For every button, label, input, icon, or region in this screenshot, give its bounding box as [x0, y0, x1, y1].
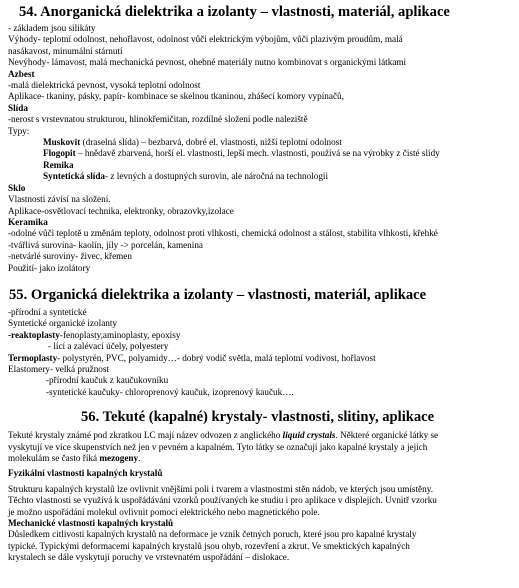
text-line: -nerost s vrstevnatou strukturou, hlinokřemičitan, rozdílné složení podle naleziště — [8, 114, 308, 125]
list-item — [8, 171, 514, 182]
text-line: Vlastnosti závisí na složení. — [8, 194, 111, 205]
text-line: Aplikace- tkaniny, pásky, papír- kombinace se skelnou tkaninou, zhášecí komory vypínačů, — [8, 91, 344, 102]
text-line: Nevýhody- lámavost, malá mechanická pevnost, ohebné materiály nutno kombinovat s organickými látkami — [8, 57, 407, 68]
subheading-mechanicke: Mechanické vlastnosti kapalných krystalů — [8, 518, 174, 529]
text-line: -netvárlé suroviny- živec, křemen — [8, 251, 132, 262]
text-line: Aplikace-osvětlovací technika, elektronky, obrazovky,izolace — [8, 205, 234, 216]
text-line: -odolné vůči teplotě u změnám teploty, odolnost proti vlhkosti, chemická odolnost a stálost, stabilita vlhkosti, křehké — [8, 228, 438, 239]
list-item — [8, 137, 514, 148]
text-line: typické. Typickými deformacemi kapalných krystalů jsou ohyb, rozevření a zkrut. Ve smektických kapalných — [8, 540, 410, 551]
document-page — [8, 2, 514, 564]
text-line: -malá dielektrická pevnost, vysoká teplotní odolnost — [8, 80, 201, 91]
text-line: je možno uspořádání molekul ovlivnit pomocí elektrického nebo magnetického pole. — [8, 506, 320, 517]
text-line — [8, 353, 514, 364]
text-line: Typy: — [8, 125, 30, 136]
term: -reaktoplasty — [8, 329, 60, 340]
text-line — [8, 430, 514, 441]
list-item — [8, 148, 514, 159]
section-55-title: 55. Organická dielektrika a izolanty – vlastnosti, materiál, aplikace — [9, 286, 427, 303]
list-item — [8, 160, 514, 171]
text-line: -přírodní a syntetické — [8, 306, 87, 317]
emphasis: mezogeny — [99, 453, 139, 463]
text-run: molekulám se často říká — [8, 453, 100, 463]
term: Termoplasty — [8, 352, 58, 363]
text-line: Důsledkem citlivosti kapalných krystalů na deformace je vznik četných poruch, které jsou pro kapalné krystaly — [8, 529, 417, 540]
text-line: - základem jsou silikáty — [8, 23, 96, 33]
subheading-keramika: Keramika — [8, 216, 48, 227]
subheading-fyzikalni: Fyzikální vlastnosti kapalných krystalů — [8, 468, 163, 479]
subheading-slida: Slída — [8, 102, 28, 113]
definition: - polystyrén, PVC, polyamidy…- dobrý vodič světla, malá teplotní vodivost, hořlavost — [57, 352, 376, 363]
term: Flogopit — [43, 148, 76, 159]
section-54-title: 54. Anorganická dielektrika a izolanty – vlastnosti, materiál, aplikace — [19, 4, 450, 20]
subheading-sklo: Sklo — [8, 182, 26, 193]
term: Muskovit — [43, 137, 81, 148]
definition: - z levných a dostupných surovin, ale náročná na technologii — [105, 171, 329, 182]
section-56-title: 56. Tekuté (kapalné) krystaly- vlastnosti, slitiny, aplikace — [81, 409, 435, 426]
text-run: . Některé organické látky se — [335, 430, 439, 441]
text-line: vyskytují ve více skupenstvích než jen v pevném a kapalném. Tyto látky se označují jako kapalné krystaly a jejich — [8, 441, 428, 452]
text-line: -syntetické kaučuky- chloroprenový kaučuk, izoprenový kaučuk…. — [46, 386, 294, 397]
term: Remika — [43, 159, 74, 170]
text-line: Syntetické organické izolanty — [8, 318, 118, 329]
text-run: Tekuté krystaly známé pod zkratkou LC mají název odvozen z anglického — [8, 430, 283, 441]
text-line: -tvářlivá surovina- kaolín, jíly -> porcelán, kamenina — [8, 239, 203, 250]
definition: -fenoplasty,aminoplasty, epoxisy — [59, 329, 181, 340]
text-line: Použití- jako izolátory — [8, 262, 91, 273]
subheading-azbest: Azbest — [8, 68, 35, 79]
definition: (draselná slída) – bezbarvá, dobré el. vlastnosti, nižší teplotní odolnost — [80, 137, 342, 148]
emphasis: liquid crystals — [282, 430, 336, 441]
text-line: - lící a zalévací účely, polyestery — [48, 341, 169, 352]
text-line — [8, 453, 514, 464]
text-line: -přírodní kaučuk z kaučukovníku — [46, 375, 169, 386]
text-line: Výhody- teplotní odolnost, nehořlavost, odolnost vůči elektrickým výbojům, vůči plazivým proudům, malá — [8, 34, 403, 45]
text-run: . — [138, 453, 141, 463]
text-line — [8, 330, 514, 341]
text-line: Strukturu kapalných krystalů lze ovlivnit vnějšími poli i tvarem a vlastnostmi stěn nádob, ve kterých jsou umístěny. — [8, 483, 434, 494]
term: Syntetická slída — [43, 171, 106, 182]
text-line: nasákavost, minumální stárnutí — [8, 45, 123, 56]
definition: – hnědavě zbarvená, horší el. vlastnosti, lepší mech. vlastnosti, používá se na výrobky z čisté slídy — [75, 148, 440, 159]
text-line: krystalech se dále vyskytují poruchy ve vrstevnatém uspořádání – dislokace. — [8, 552, 290, 563]
text-line: Těchto vlastnosti se využívá k uspořádávání vzorků používaných ke studiu i pro aplikace v displejích. Uvnitř vzorku — [8, 495, 437, 506]
text-line: Elastomery- velká pružnost — [8, 363, 110, 374]
